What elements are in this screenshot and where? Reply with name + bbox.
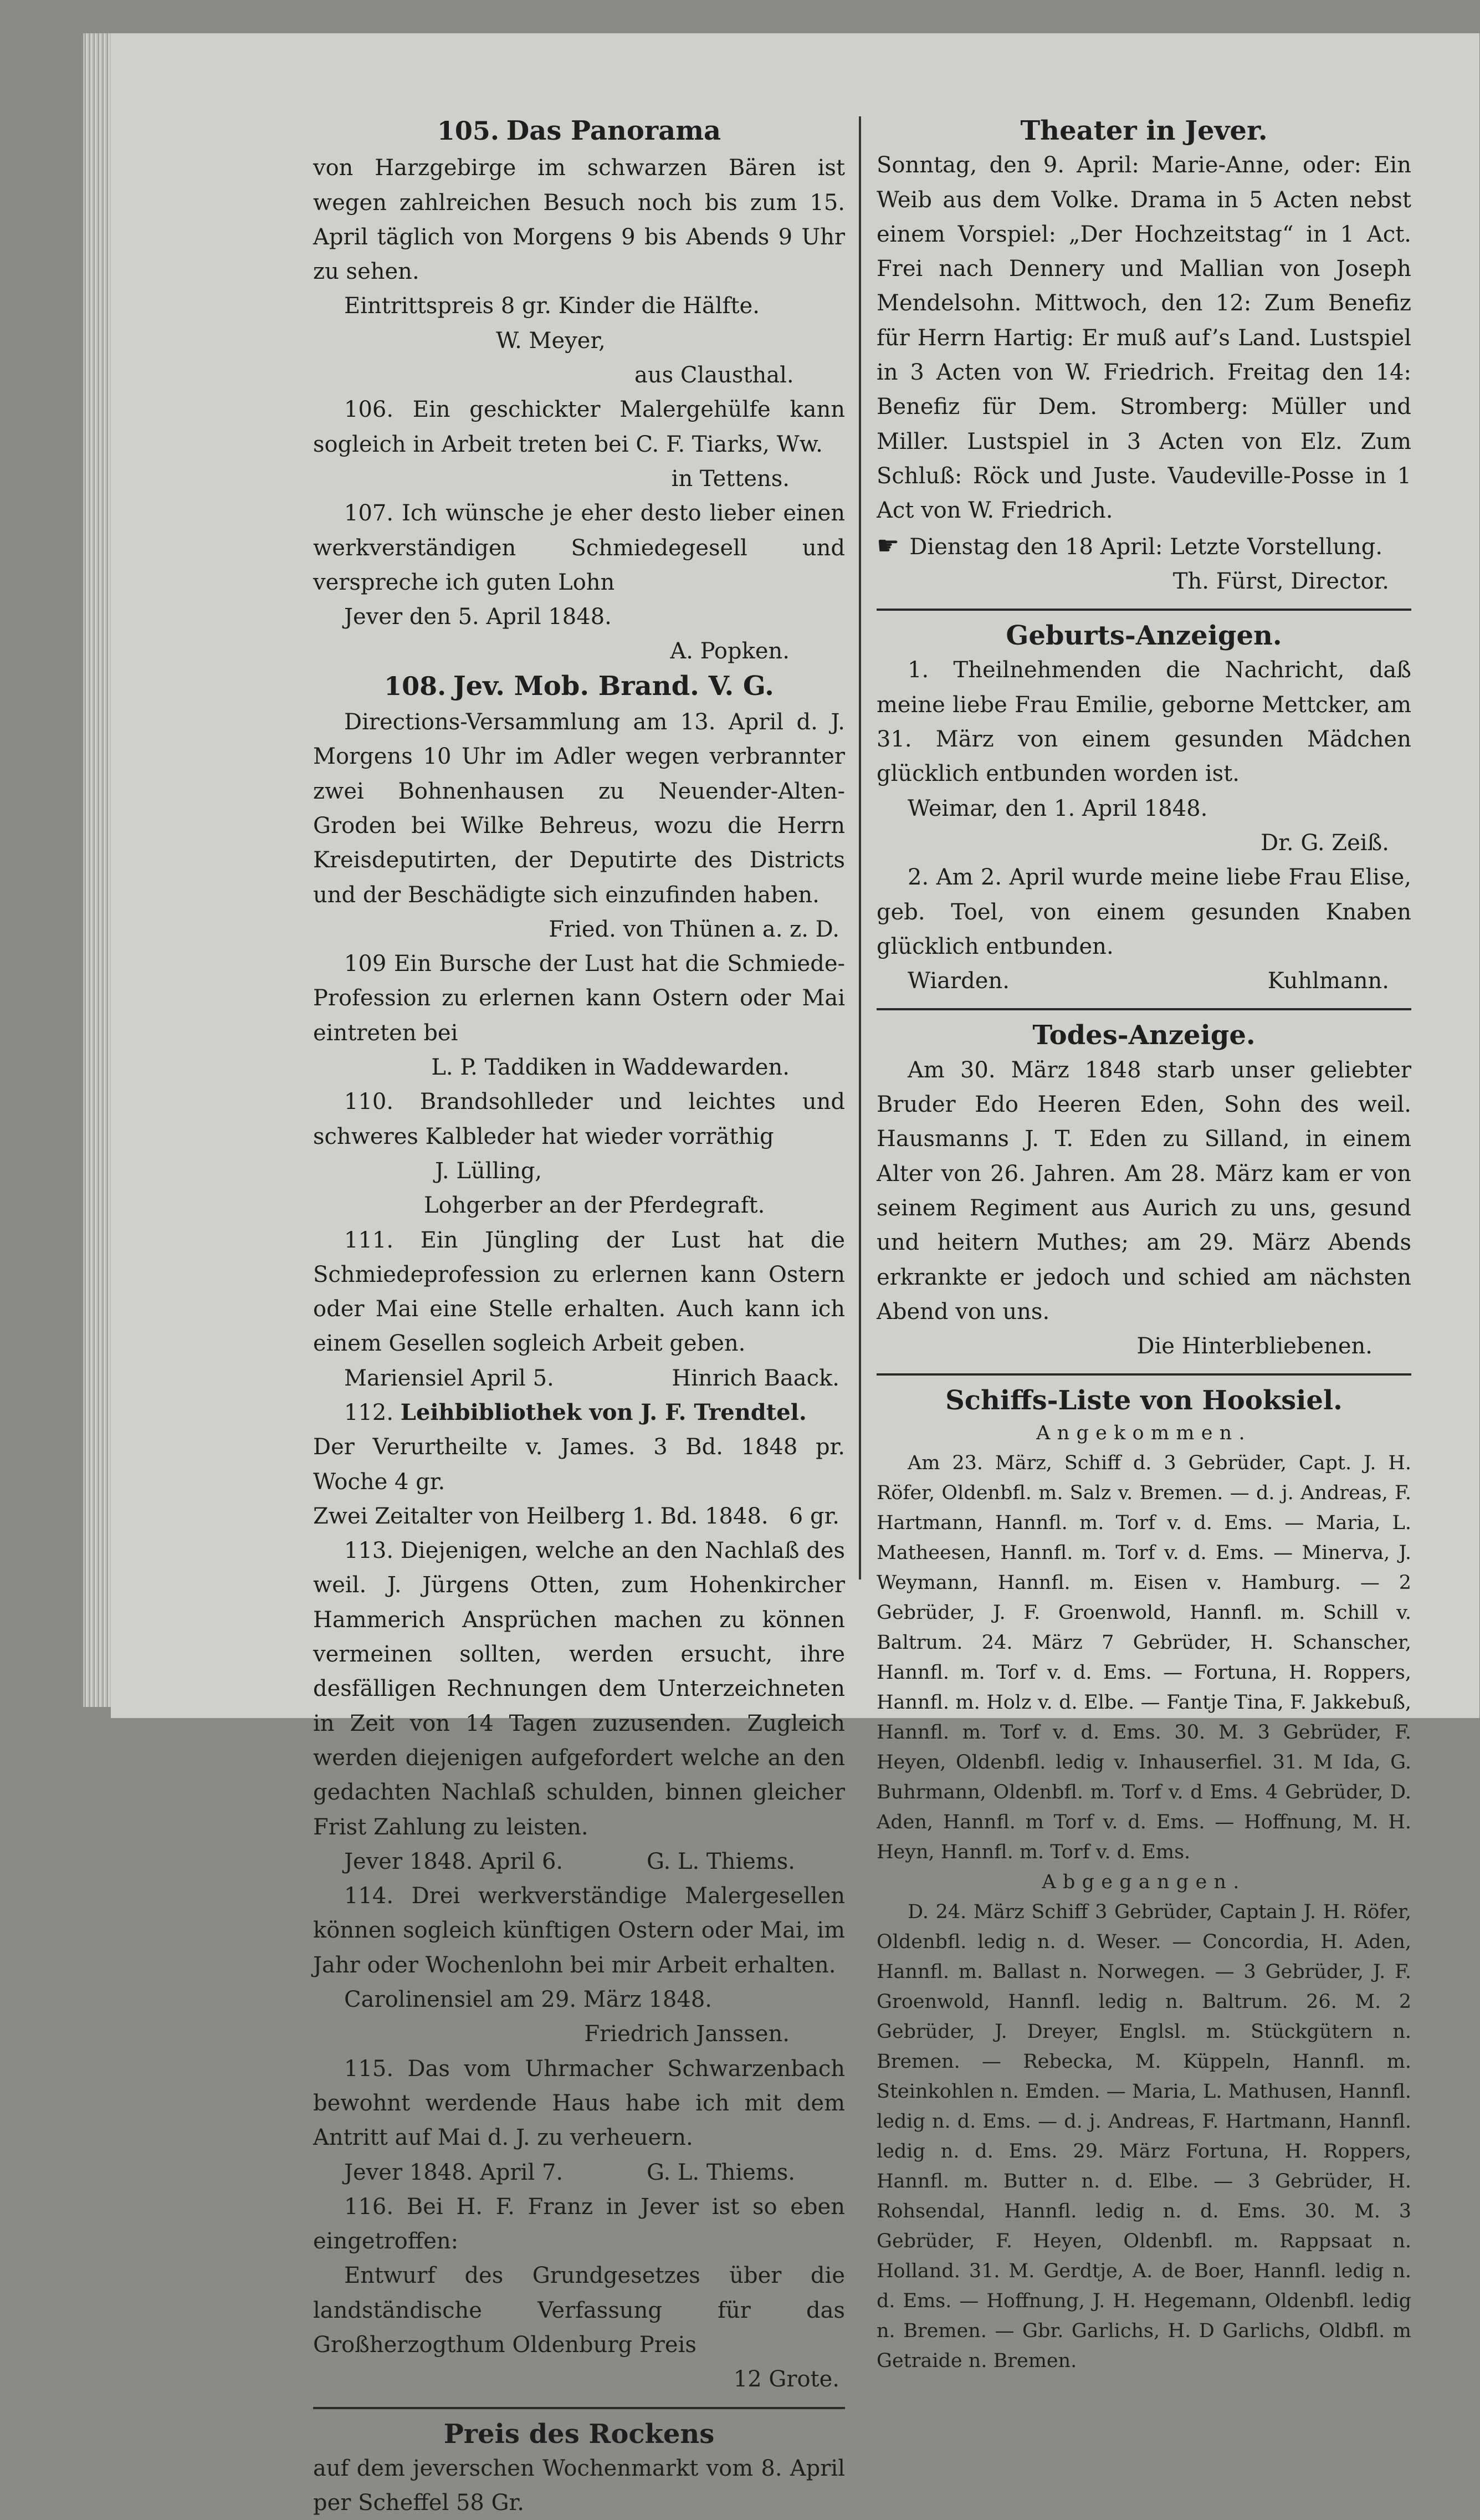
- ad-signer: Fried. von Thünen a. z. D.: [549, 916, 839, 942]
- ship-list: [877, 1383, 1411, 2375]
- ad-title: Leihbibliothek von J. F. Trendtel.: [400, 1399, 807, 1425]
- theater-director: Th. Fürst, Director.: [1172, 568, 1389, 594]
- ships-title: Schiffs-Liste von Hooksiel.: [945, 1385, 1343, 1417]
- book-line-2-price: 6 gr.: [788, 1503, 839, 1529]
- ad-number: 108.: [384, 671, 447, 701]
- birth-1-signer: Dr. G. Zeiß.: [1261, 830, 1389, 856]
- ad-price: Eintrittspreis 8 gr. Kinder die Hälfte.: [344, 293, 760, 319]
- ad-signer: Friedrich Janssen.: [584, 2021, 790, 2047]
- book-line-1: Der Verurtheilte v. James. 3 Bd. 1848 pr. Woche 4 gr.: [313, 1434, 845, 1495]
- left-column: [313, 114, 845, 2520]
- pointing-hand-icon: ☛: [877, 530, 900, 560]
- death-title: Todes-Anzeige.: [1032, 1020, 1256, 1051]
- ad-body: 106. Ein geschickter Malergehülfe kann sogleich in Arbeit treten bei C. F. Tiarks, Ww.: [313, 397, 845, 457]
- ad-110: [313, 1085, 845, 1223]
- ad-date: Jever den 5. April 1848.: [344, 604, 612, 630]
- ad-114: [313, 1879, 845, 2051]
- ships-departed-heading: Abgegangen.: [1042, 1870, 1246, 1893]
- theater-notice: [877, 114, 1411, 599]
- death-signer: Die Hinterbliebenen.: [1136, 1333, 1373, 1359]
- section-rule: [313, 2407, 845, 2409]
- theater-body: Sonntag, den 9. April: Marie-Anne, oder: Ein Weib aus dem Volke. Drama in 5 Acten nebst einem Vorspiel: „Der Hochzeitstag“ in 1 Act. Frei nach Dennery und Mallian von Joseph Mendelsohn. Mittwoch, den 12: Zum Benefiz für Herrn Hartig: Er muß auf’s Land. Lustspiel in 3 Acten von W. Friedrich. Freitag den 14: Benefiz für Dem. Stromberg: Müller und Miller. Lustspiel in 3 Acten von Elz. Zum Schluß: Röck und Juste. Vaudeville-Posse in 1 Act von W. Friedrich.: [877, 152, 1411, 524]
- ad-body: 114. Drei werkverständige Malergesellen können sogleich künftigen Ostern oder Mai, im Jahr oder Wochenlohn bei mir Arbeit erhalten.: [313, 1883, 845, 1978]
- ad-106: [313, 392, 845, 496]
- ad-date: Carolinensiel am 29. März 1848.: [344, 1987, 712, 2013]
- ad-109: [313, 947, 845, 1085]
- ad-body: 116. Bei H. F. Franz in Jever ist so eben eingetroffen:: [313, 2194, 845, 2255]
- ad-place: Mariensiel April 5.: [344, 1365, 554, 1391]
- ad-number: 105.: [437, 116, 499, 146]
- birth-2-signer: Kuhlmann.: [1267, 968, 1389, 994]
- ad-112: [313, 1396, 845, 1534]
- book-price: 12 Grote.: [733, 2366, 839, 2393]
- ad-signer: J. Lülling,: [435, 1158, 542, 1184]
- rye-body: auf dem jeverschen Wochenmarkt vom 8. April per Scheffel 58 Gr.: [313, 2455, 845, 2516]
- section-rule: [877, 1373, 1411, 1376]
- ad-date: Jever 1848. April 7.: [344, 2159, 564, 2185]
- column-divider: [859, 116, 861, 1580]
- ad-signer: W. Meyer,: [496, 328, 606, 354]
- ad-105: [313, 114, 845, 392]
- book-title: Entwurf des Grundgesetzes über die landständische Verfassung für das Großherzogthum Oldenburg Preis: [313, 2263, 845, 2358]
- births-title: Geburts-Anzeigen.: [1006, 620, 1282, 652]
- rye-title: Preis des Rockens: [443, 2418, 715, 2450]
- ad-signer: G. L. Thiems.: [646, 1848, 795, 1874]
- ad-title: Jev. Mob. Brand. V. G.: [453, 670, 774, 702]
- ad-body: 113. Diejenigen, welche an den Nachlaß des weil. J. Jürgens Otten, zum Hohenkircher Hammerich Ansprüchen machen zu können vermeinen sollten, werden ersucht, ihre desfälligen Rechnungen dem Unterzeichneten in Zeit von 14 Tagen zuzusenden. Zugleich werden diejenigen aufgefordert welche an den gedachten Nachlaß schulden, binnen gleicher Frist Zahlung zu leisten.: [313, 1538, 845, 1840]
- death-body: Am 30. März 1848 starb unser geliebter Bruder Edo Heeren Eden, Sohn des weil. Hausmanns J. T. Eden zu Silland, in einem Alter von 26. Jahren. Am 28. März kam er von seinem Regiment aus Aurich zu uns, gesund und heitern Muthes; am 29. März Abends erkrankte er jedoch und schied am nächsten Abend von uns.: [877, 1057, 1411, 1325]
- ad-116: [313, 2190, 845, 2397]
- birth-2: 2. Am 2. April wurde meine liebe Frau Elise, geb. Toel, von einem gesunden Knaben glücklich entbunden.: [877, 865, 1411, 959]
- ad-title: Das Panorama: [506, 115, 721, 146]
- ad-place: aus Clausthal.: [634, 362, 794, 389]
- ships-departed-text: D. 24. März Schiff 3 Gebrüder, Captain J. H. Röfer, Oldenbfl. ledig n. d. Weser. — Concordia, H. Aden, Hannfl. m. Ballast n. Norwegen. — 3 Gebrüder, J. F. Groenwold, Hannfl. ledig n. Baltrum. 26. M. 2 Gebrüder, J. Dreyer, Englsl. m. Stückgütern n. Bremen. — Rebecka, M. Küppeln, Hannfl. m. Steinkohlen n. Emden. — Maria, L. Mathusen, Hannfl. ledig n. d. Ems. — d. j. Andreas, F. Hartmann, Hannfl. ledig n. d. Ems. 29. März Fortuna, H. Roppers, Hannfl. m. Butter n. d. Elbe. — 3 Gebrüder, H. Rohsendal, Hannfl. ledig n. d. Ems. 30. M. 3 Gebrüder, F. Heyen, Oldenbfl. m. Rappsaat n. Holland. 31. M. Gerdtje, A. de Boer, Hannfl. ledig n. d. Ems. — Hoffnung, J. H. Hegemann, Oldenbfl. ledig n. Bremen. — Gbr. Garlichs, H. D Garlichs, Oldbfl. m Getraide n. Bremen.: [877, 1900, 1411, 2372]
- ad-signer: G. L. Thiems.: [646, 2159, 795, 2185]
- theater-last: Dienstag den 18 April: Letzte Vorstellung.: [909, 534, 1383, 560]
- ad-date: Jever 1848. April 6.: [344, 1848, 564, 1874]
- rye-price-notice: [313, 2417, 845, 2520]
- ad-body: 115. Das vom Uhrmacher Schwarzenbach bewohnt werdende Haus habe ich mit dem Antritt auf Mai d. J. zu verheuern.: [313, 2056, 845, 2151]
- birth-1: 1. Theilnehmenden die Nachricht, daß meine liebe Frau Emilie, geborne Mettcker, am 31. März von einem gesunden Mädchen glücklich entbunden worden ist.: [877, 657, 1411, 787]
- ad-body: 111. Ein Jüngling der Lust hat die Schmiedeprofession zu erlernen kann Ostern oder Mai eine Stelle erhalten. Auch kann ich einem Gesellen sogleich Arbeit geben.: [313, 1227, 845, 1357]
- ad-body: von Harzgebirge im schwarzen Bären ist wegen zahlreichen Besuch noch bis zum 15. April täglich von Morgens 9 bis Abends 9 Uhr zu sehen.: [313, 155, 845, 285]
- ad-body: 110. Brandsohlleder und leichtes und schweres Kalbleder hat wieder vorräthig: [313, 1089, 845, 1149]
- ad-place: Lohgerber an der Pferdegraft.: [424, 1193, 765, 1219]
- section-rule: [877, 1008, 1411, 1010]
- ad-body: 107. Ich wünsche je eher desto lieber einen werkverständigen Schmiedegesell und verspreche ich guten Lohn: [313, 500, 845, 595]
- book-line-2: Zwei Zeitalter von Heilberg 1. Bd. 1848.: [313, 1503, 769, 1529]
- birth-1-place: Weimar, den 1. April 1848.: [908, 795, 1208, 821]
- ad-signer: A. Popken.: [670, 638, 790, 664]
- death-notice: [877, 1018, 1411, 1363]
- ad-108: [313, 669, 845, 947]
- section-rule: [877, 609, 1411, 611]
- ad-107: [313, 496, 845, 668]
- ad-place: in Tettens.: [671, 466, 790, 492]
- birth-notices: [877, 619, 1411, 998]
- ad-signer: Hinrich Baack.: [672, 1365, 839, 1391]
- ad-113: [313, 1534, 845, 1879]
- birth-2-place: Wiarden.: [908, 968, 1010, 994]
- ad-115: [313, 2052, 845, 2190]
- ad-111: [313, 1223, 845, 1396]
- ships-arrived-text: Am 23. März, Schiff d. 3 Gebrüder, Capt. J. H. Röfer, Oldenbfl. m. Salz v. Bremen. — d. j. Andreas, F. Hartmann, Hannfl. m. Torf v. d. Ems. — Maria, L. Matheesen, Hannfl. m. Torf v. d. Ems. — Minerva, J. Weymann, Hannfl. m. Eisen v. Hamburg. — 2 Gebrüder, J. F. Groenwold, Hannfl. m. Schill v. Baltrum. 24. März 7 Gebrüder, H. Schanscher, Hannfl. m. Torf v. d. Ems. — Fortuna, H. Roppers, Hannfl. m. Holz v. d. Elbe. — Fantje Tina, F. Jakkebuß, Hannfl. m. Torf v. d. Ems. 30. M. 3 Gebrüder, F. Heyen, Oldenbfl. ledig v. Inhauserfiel. 31. M Ida, G. Buhrmann, Oldenbfl. m. Torf v. d Ems. 4 Gebrüder, D. Aden, Hannfl. m Torf v. d. Ems. — Hoffnung, M. H. Heyn, Hannfl. m. Torf v. d. Ems.: [877, 1451, 1411, 1863]
- ad-body: Directions-Versammlung am 13. April d. J. Morgens 10 Uhr im Adler wegen verbrannter zwei Bohnenhausen zu Neuender-Alten-Groden bei Wilke Behreus, wozu die Herrn Kreisdeputirten, der Deputirte des Districts und der Beschädigte sich einzufinden haben.: [313, 709, 845, 908]
- ships-arrived-heading: Angekommen.: [1036, 1422, 1252, 1444]
- ad-number: 112.: [344, 1399, 394, 1425]
- theater-title: Theater in Jever.: [1020, 115, 1268, 146]
- ad-signer: L. P. Taddiken in Waddewarden.: [431, 1055, 790, 1081]
- ad-body: 109 Ein Bursche der Lust hat die Schmiede-Profession zu erlernen kann Ostern oder Mai eintreten bei: [313, 951, 845, 1046]
- right-column: [877, 114, 1411, 2376]
